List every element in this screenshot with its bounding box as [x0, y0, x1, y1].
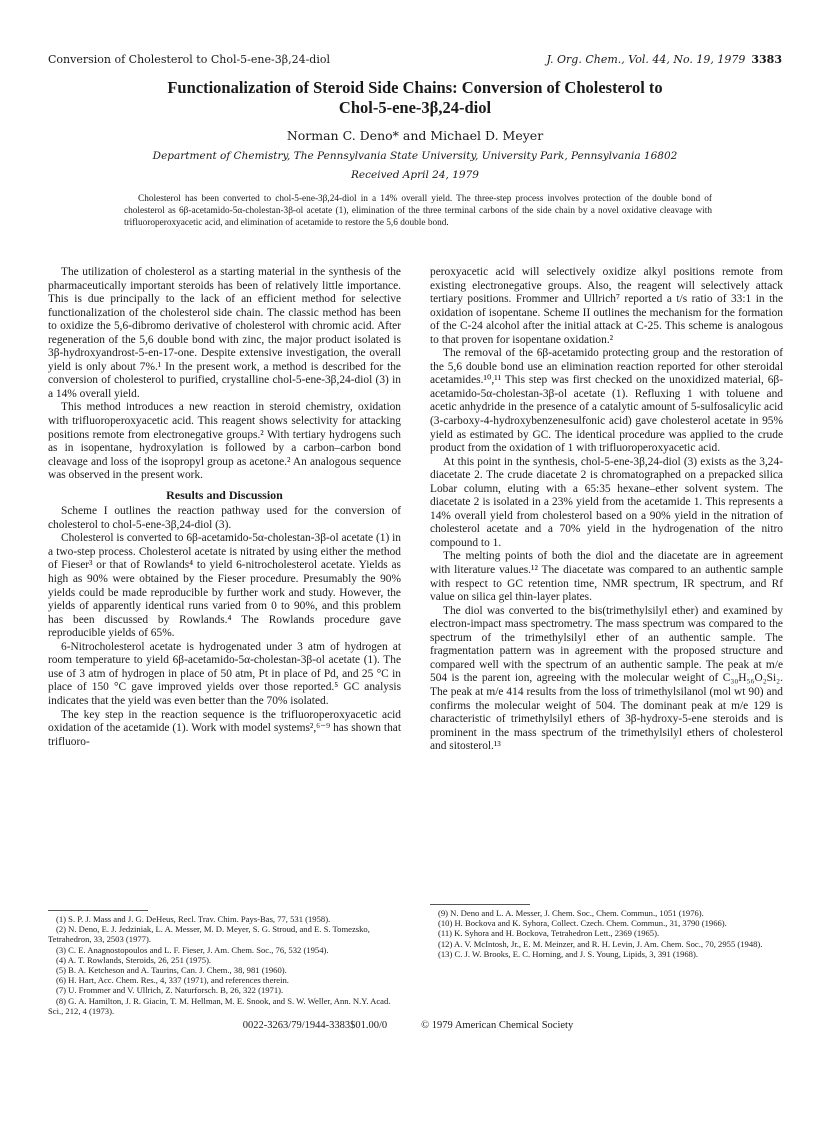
footnote: (11) K. Syhora and H. Bockova, Tetrahedron Lett., 2369 (1965). — [438, 928, 660, 939]
right-column — [430, 266, 783, 754]
footnotes-left — [48, 914, 401, 1016]
paragraph: The utilization of cholesterol as a starting material in the synthesis of the pharmaceutically important steroids has been of relatively little importance. This is due principally to the lack of an efficient method for selective functionalization of the cholesterol side chain. The classic method has been to oxidize the 5,6-dibromo derivative of cholesterol with chromic acid. After regeneration of the 5,6 double bond with zinc, the major product isolated is 3β-hydroxyandrost-5-en-17-one. Despite extensive investigation, the overall yield is only about 7%.¹ In the present work, a method is described for the conversion of cholesterol to purified, crystalline chol-5-ene-3β,24-diol (3) in a 14% overall yield. — [48, 266, 401, 400]
footnote: (13) C. J. W. Brooks, E. C. Horning, and J. S. Young, Lipids, 3, 391 (1968). — [438, 948, 698, 959]
journal-citation: J. Org. Chem., Vol. 44, No. 19, 1979 — [546, 53, 746, 66]
paragraph: The key step in the reaction sequence is the trifluoroperoxyacetic acid oxidation of the acetamide (1). Work with model systems²,⁶⁻⁹ has shown that trifluoro- — [48, 708, 401, 748]
footnote: (3) C. E. Anagnostopoulos and L. F. Fieser, J. Am. Chem. Soc., 76, 532 (1954). — [56, 944, 329, 955]
footnote: (7) U. Frommer and V. Ullrich, Z. Naturforsch. B, 26, 322 (1971). — [56, 985, 284, 996]
footnote: (5) B. A. Ketcheson and A. Taurins, Can. J. Chem., 38, 981 (1960). — [56, 965, 287, 976]
footnote-divider — [48, 910, 148, 911]
footnote-divider — [430, 904, 530, 905]
article-title-line-1: Functionalization of Steroid Side Chains: Conversion of Cholesterol to — [167, 78, 663, 97]
paragraph: 6-Nitrocholesterol acetate is hydrogenated under 3 atm of hydrogen at room temperature to yield 6β-acetamido-5α-cholestan-3β-ol acetate (1). The use of 3 atm of hydrogen in place of 50 atm, Pt in place of Pd, and 25 °C in place of 150 °C gave improved yields over those reported.⁵ GC analysis indicates that the yield was even better than the 70% isolated. — [48, 640, 401, 707]
paragraph: This method introduces a new reaction in steroid chemistry, oxidation with trifluoroperoxyacetic acid. This reagent shows selectivity for attacking positions remote from electronegative groups.² With tertiary hydrogens such as in isopentane, hydroxylation is followed by a carbon–carbon bond cleavage and loss of the isopropyl group as acetone.² An analogous sequence was observed in the present work. — [48, 401, 401, 482]
paragraph: The melting points of both the diol and the diacetate are in agreement with literature values.¹² The diacetate was compared to an authentic sample with respect to GC retention time, NMR spectrum, IR spectrum, and Rf value on silica gel thin-layer plates. — [430, 550, 783, 604]
copyright-notice: © 1979 American Chemical Society — [421, 1020, 574, 1031]
article-title — [90, 78, 740, 118]
footnote: (4) A. T. Rowlands, Steroids, 26, 251 (1975). — [56, 954, 212, 965]
article-code: 0022-3263/79/1944-3383$01.00/0 — [242, 1020, 388, 1031]
paragraph: At this point in the synthesis, chol-5-ene-3β,24-diol (3) exists as the 3,24-diacetate 2. The crude diacetate 2 is chromatographed on a prepacked silica Lobar column, eluting with a 65:35 hexane–ether solvent system. The diacetate 2 is isolated in a 23% yield from the acetamide 1. This represents a 14% overall yield from cholesterol based on a 90% yield in the nitration of cholesterol acetate and a 70% yield in the hydrogenation of the nitro compound to 1. — [430, 455, 783, 549]
running-head-title: Conversion of Cholesterol to Chol-5-ene-3β,24-diol — [48, 53, 330, 66]
section-heading: Results and Discussion — [166, 487, 283, 502]
authors: Norman C. Deno* and Michael D. Meyer — [286, 128, 544, 143]
footnote: (1) S. P. J. Mass and J. G. DeHeus, Recl. Trav. Chim. Pays-Bas, 77, 531 (1958). — [56, 914, 331, 924]
article-title-line-2: Chol-5-ene-3β,24-diol — [338, 98, 492, 117]
paragraph: Scheme I outlines the reaction pathway used for the conversion of cholesterol to chol-5-ene-3β,24-diol (3). — [48, 505, 401, 531]
footnote: (12) A. V. McIntosh, Jr., E. M. Meinzer, and R. H. Levin, J. Am. Chem. Soc., 70, 2955 (1948). — [438, 938, 763, 949]
received-date: Received April 24, 1979 — [351, 169, 479, 181]
paragraph: peroxyacetic acid will selectively oxidize alkyl positions remote from existing electronegative groups. Also, the reagent will selectively attack tertiary positions. Frommer and Ullrich⁷ reported a t/s ratio of 33:1 in the oxidation of isopentane. Scheme II outlines the mechanism for the formation of the C-24 alcohol after the initial attack at C-25. This scheme is analogous to that proven for isopentane oxidation.² — [430, 266, 783, 346]
running-head-journal — [546, 53, 782, 66]
footnote: (6) H. Hart, Acc. Chem. Res., 4, 337 (1971), and references therein. — [56, 975, 289, 986]
footnote: (8) G. A. Hamilton, J. R. Giacin, T. M. Hellman, M. E. Snook, and S. W. Weller, Ann. N.Y. Acad. Sci., 212, 4 (1973). — [48, 995, 391, 1016]
footnote: (2) N. Deno, E. J. Jedziniak, L. A. Messer, M. D. Meyer, S. G. Stroud, and E. S. Tomezsko, Tetrahedron, 33, 2503 (1977). — [48, 924, 370, 945]
abstract: Cholesterol has been converted to chol-5-ene-3β,24-diol in a 14% overall yield. The three-step process involves protection of the double bond of cholesterol as 6β-acetamido-5α-cholestan-3β-ol acetate (1), elimination of the three terminal carbons of the side chain by a novel oxidative cleavage with trifluoroperoxyacetic acid, and elimination of acetamide to restore the 5,6 double bond. — [124, 194, 712, 228]
footnotes-right — [430, 908, 783, 959]
page-number: 3383 — [751, 53, 782, 66]
left-column — [48, 266, 401, 749]
paragraph: The removal of the 6β-acetamido protecting group and the restoration of the 5,6 double bond use an elimination reaction reported for other steroidal acetamides.¹⁰,¹¹ This step was first checked on the unoxidized material, 6β-acetamido-5α-cholestan-3β-ol acetate (1). Refluxing 1 with toluene and acetic anhydride in the presence of a catalytic amount of 5-sulfosalicylic acid (3-carboxy-4-hydroxybenzenesulfonic acid) gave cholesterol acetate in 95% yield as estimated by GC. The identical procedure was applied to the crude product from the oxidation of 1 with trifluoroperoxyacetic acid. — [430, 347, 783, 455]
paragraph: The diol was converted to the bis(trimethylsilyl ether) and examined by electron-impact mass spectrometry. The mass spectrum was compared to the spectrum of the trimethylsilyl ether of an authentic sample. The fragmentation pattern was in agreement with the proposed structure and compared well with the spectrum of an authentic sample. The peak at m/e 504 is the parent ion, agreeing with the molecular weight of C₃₀H₅₆O₂Si₂. The peak at m/e 414 results from the loss of trimethylsilanol (mol wt 90) and confirms the molecular weight of 504. The dominant peak at m/e 129 is characteristic of trimethylsilyl ethers of 3β-hydroxy-5-ene steroids and is prominent in the mass spectrum of the trimethylsilyl ethers of cholesterol and sitosterol.¹³ — [430, 604, 783, 753]
footnote: (9) N. Deno and L. A. Messer, J. Chem. Soc., Chem. Commun., 1051 (1976). — [438, 908, 704, 918]
footnote: (10) H. Bockova and K. Syhora, Collect. Czech. Chem. Commun., 31, 3790 (1966). — [438, 918, 727, 929]
page-footer — [48, 1020, 768, 1031]
paragraph: Cholesterol is converted to 6β-acetamido-5α-cholestan-3β-ol acetate (1) in a two-step process. Cholesterol acetate is nitrated by using either the method of Fieser³ or that of Rowlands⁴ to yield 6-nitrocholesterol acetate. Yields as high as 90% were obtained by the Fieser procedure. Presumably the 90% yields could be made reproducible by further work and study. However, the yields of apparently identical runs varied from 0 to 90%, and this problem has been discussed by Rowlands.⁴ The Rowlands procedure gave reproducible yields of 65%. — [48, 532, 401, 640]
affiliation: Department of Chemistry, The Pennsylvania State University, University Park, Pennsylvania 16802 — [152, 150, 678, 162]
